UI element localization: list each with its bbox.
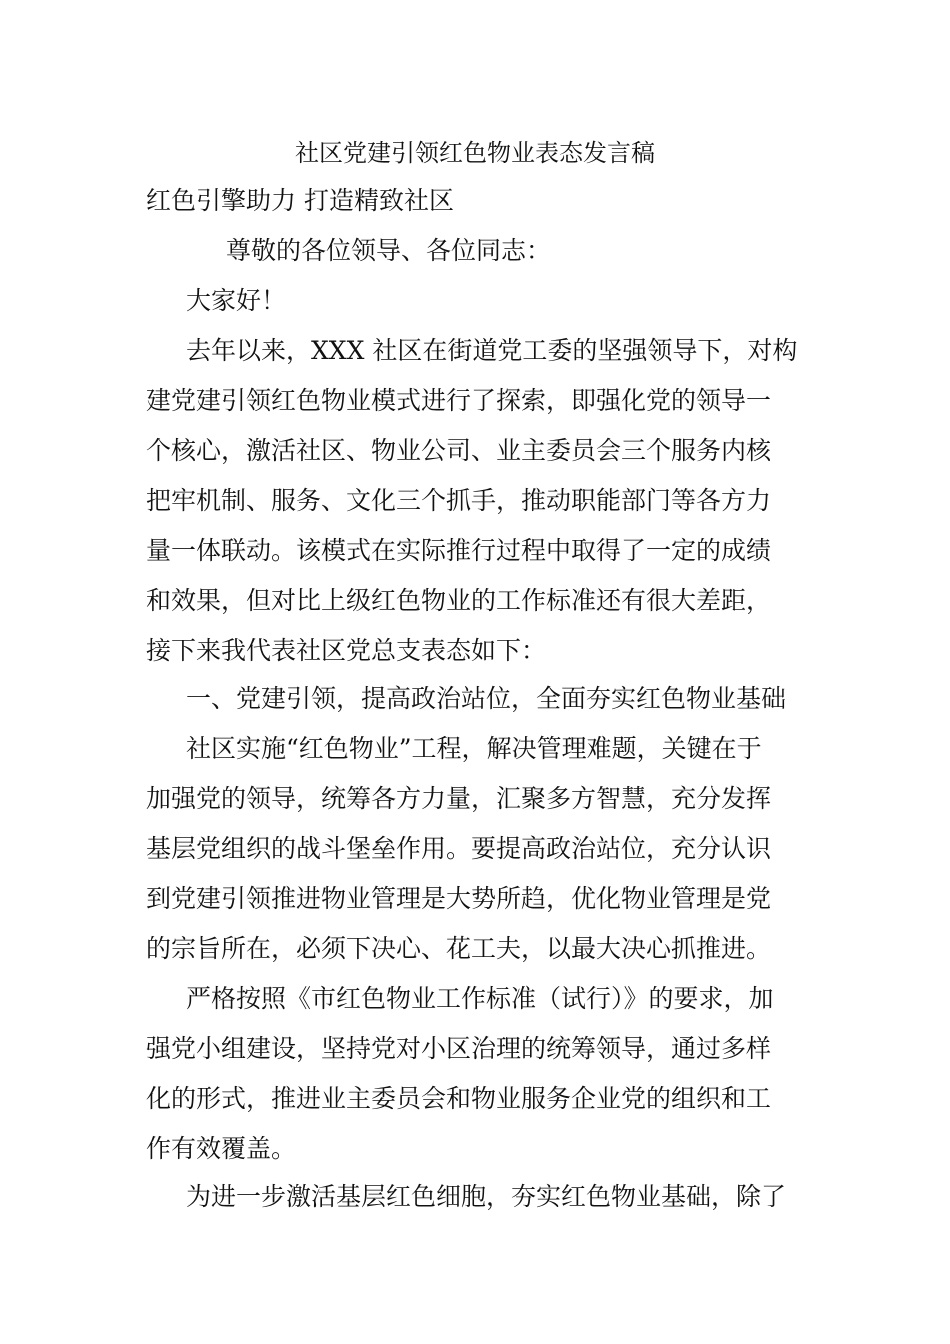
document-subtitle: 红色引擎助力 打造精致社区: [146, 186, 454, 215]
para2-line: 加强党的领导，统筹各方力量，汇聚多方智慧，充分发挥: [146, 784, 772, 813]
para3-line: 强党小组建设，坚持党对小区治理的统筹领导，通过多样: [146, 1034, 772, 1063]
greeting: 大家好！: [186, 286, 287, 315]
para3-line: 化的形式，推进业主委员会和物业服务企业党的组织和工: [146, 1084, 772, 1113]
para1-line: 个核心，激活社区、物业公司、业主委员会三个服务内核: [146, 436, 772, 465]
para1-line: 去年以来，XXX 社区在街道党工委的坚强领导下，对构: [186, 336, 798, 365]
para2-line: 基层党组织的战斗堡垒作用。要提高政治站位，充分认识: [146, 834, 772, 863]
para1-line: 建党建引领红色物业模式进行了探索，即强化党的领导一: [146, 386, 772, 415]
salutation: 尊敬的各位领导、各位同志：: [226, 236, 552, 265]
para1-line: 和效果，但对比上级红色物业的工作标准还有很大差距，: [146, 586, 772, 615]
para1-line: 量一体联动。该模式在实际推行过程中取得了一定的成绩: [146, 536, 772, 565]
section1-heading: 一、党建引领，提高政治站位，全面夯实红色物业基础: [186, 684, 787, 713]
document-title: 社区党建引领红色物业表态发言稿: [295, 139, 655, 167]
para3-line: 作有效覆盖。: [146, 1134, 297, 1163]
para2-line: 到党建引领推进物业管理是大势所趋，优化物业管理是党: [146, 884, 772, 913]
para3-line: 严格按照《市红色物业工作标准（试行）》的要求，加: [186, 984, 774, 1013]
para2-line: 的宗旨所在，必须下决心、花工夫，以最大决心抓推进。: [146, 934, 772, 963]
para1-line: 把牢机制、服务、文化三个抓手，推动职能部门等各方力: [146, 486, 772, 515]
para4-line: 为进一步激活基层红色细胞，夯实红色物业基础，除了: [186, 1182, 787, 1211]
para2-line: 社区实施“红色物业”工程，解决管理难题，关键在于: [186, 734, 762, 763]
para1-line: 接下来我代表社区党总支表态如下：: [146, 636, 547, 665]
